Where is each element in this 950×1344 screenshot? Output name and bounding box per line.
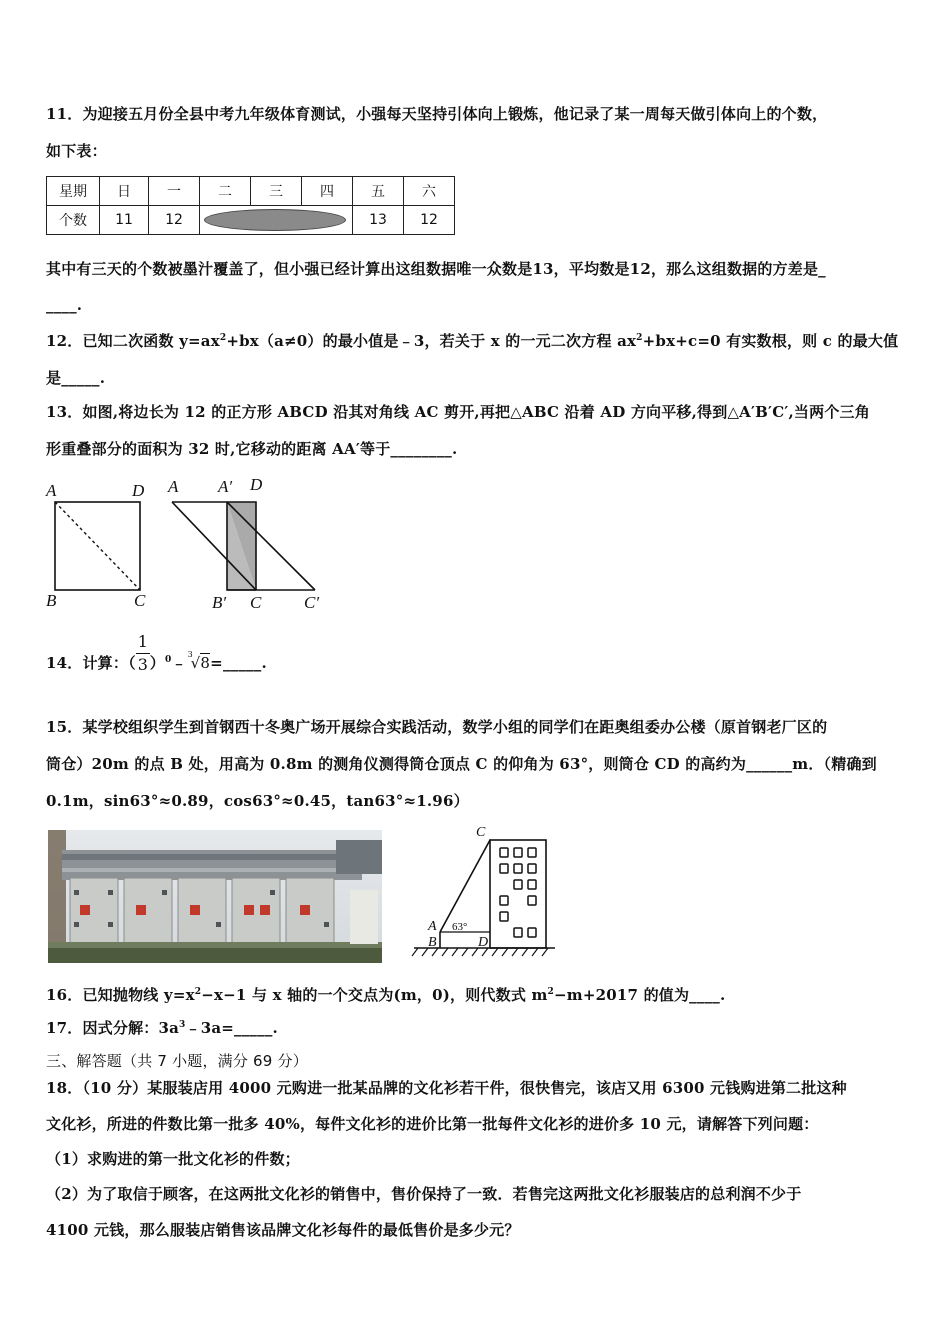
q16-text: −m+2017 的值为____. (554, 986, 726, 1004)
superscript: 2 (547, 987, 554, 997)
label-B: B (46, 591, 57, 610)
label-D: D (478, 935, 489, 950)
q16-text: 16．已知抛物线 y=x (46, 986, 195, 1004)
superscript: 2 (219, 333, 227, 343)
q17-text: 17．因式分解：3a (46, 1019, 180, 1037)
label-D: D (132, 481, 145, 500)
q12-text: 12．已知二次函数 y=ax (46, 332, 220, 350)
q18-line2: 文化衫，所进的件数比第一批多 40%，每件文化衫的进价比第一批每件文化衫的进价多 10 元，请解答下列问题： (46, 1115, 819, 1133)
q18-line1: 18．（10 分）某服装店用 4000 元购进一批某品牌的文化衫若干件，很快售完，该店又用 6300 元钱购进第二批这种 (46, 1079, 847, 1097)
label-C: C (476, 825, 486, 840)
q11-line4: ____. (46, 296, 83, 314)
table-cell: 11 (100, 206, 149, 235)
table-cell: 12 (404, 206, 455, 235)
q17-line (46, 1017, 278, 1038)
table-cell: 12 (149, 206, 200, 235)
table-row (47, 206, 455, 235)
q18-line4: （2）为了取信于顾客，在这两批文化衫的销售中，售价保持了一致．若售完这两批文化衫服装店的总利润不少于 (46, 1185, 802, 1203)
table-cell: 四 (302, 177, 353, 206)
radicand: 8 (200, 654, 211, 672)
table-cell: 日 (100, 177, 149, 206)
label-A: A (46, 481, 57, 500)
q18-line3: （1）求购进的第一批文化衫的件数； (46, 1150, 300, 1168)
q14-text: =_____. (210, 654, 267, 672)
weekday-table (46, 176, 455, 235)
label-D: D (250, 476, 263, 494)
label-A: A (428, 919, 437, 934)
label-C-prime: C′ (304, 593, 320, 612)
q15-line1: 15．某学校组织学生到首钢西十冬奥广场开展综合实践活动，数学小组的同学们在距奥组委办公楼（原首钢老厂区的 (46, 718, 828, 736)
q14-text: 14．计算：（ (46, 654, 136, 672)
table-cell: 二 (200, 177, 251, 206)
q11-line3: 其中有三天的个数被墨汁覆盖了，但小强已经计算出这组数据唯一众数是13，平均数是12，那么这组数据的方差是_ (46, 260, 826, 278)
q17-text: ﹣3a=_____. (185, 1019, 278, 1037)
label-C: C (134, 591, 146, 610)
q12-line2: 是_____. (46, 369, 106, 387)
table-row (47, 177, 455, 206)
superscript: 3 (179, 1020, 186, 1030)
q11-line2: 如下表： (46, 142, 107, 160)
q12-text: +bx+c=0 有实数根，则 c 的最大值 (642, 332, 899, 350)
angle-label: 63° (452, 921, 468, 933)
label-A-prime: A′ (218, 477, 233, 496)
table-cell: 六 (404, 177, 455, 206)
q14-text: ﹣ (171, 654, 187, 672)
q12-text: +bx（a≠0）的最小值是﹣3，若关于 x 的一元二次方程 ax (226, 332, 637, 350)
superscript: 0 (164, 655, 172, 665)
q15-line2: 筒仓）20m 的点 B 处，用高为 0.8m 的测角仪测得筒仓顶点 C 的仰角为 63°，则筒仓 CD 的高约为______m．（精确到 (46, 755, 877, 773)
superscript: 2 (636, 333, 643, 343)
ink-blot (204, 209, 346, 231)
table-cell: 个数 (47, 206, 100, 235)
q16-line (46, 984, 725, 1005)
denominator: 3 (137, 655, 149, 674)
silo-building-photo (48, 830, 382, 963)
table-cell: 13 (353, 206, 404, 235)
table-cell: 五 (353, 177, 404, 206)
label-C: C (250, 593, 262, 612)
table-cell: 星期 (47, 177, 100, 206)
fraction (136, 632, 150, 674)
section-heading: 三、解答题（共 7 小题，满分 69 分） (46, 1052, 308, 1070)
square-translation-figure (40, 476, 340, 614)
q18-line5: 4100 元钱，那么服装店销售该品牌文化衫每件的最低售价是多少元？ (46, 1221, 520, 1239)
table-cell: 三 (251, 177, 302, 206)
superscript: 2 (194, 987, 202, 997)
q11-line1: 11．为迎接五月份全县中考九年级体育测试，小强每天坚持引体向上锻炼，他记录了某一周每天做引体向上的个数， (46, 105, 828, 123)
q16-text: −x−1 与 x 轴的一个交点为(m，0)，则代数式 m (201, 986, 548, 1004)
label-A: A (168, 477, 179, 496)
q13-line1: 13．如图,将边长为 12 的正方形 ABCD 沿其对角线 AC 剪开,再把△ABC 沿着 AD 方向平移,得到△A′B′C′,当两个三角 (46, 403, 870, 421)
label-B: B (428, 935, 437, 950)
label-B-prime: B′ (212, 593, 227, 612)
silo-height-diagram (410, 822, 555, 964)
q13-line2: 形重叠部分的面积为 32 时,它移动的距离 AA′等于________. (46, 440, 458, 458)
q15-line3: 0.1m，sin63°≈0.89，cos63°≈0.45，tan63°≈1.96） (46, 792, 469, 810)
q14-text: ） (149, 654, 165, 672)
cube-root: 3 √8 (187, 650, 211, 672)
ink-blot-cell (200, 206, 353, 235)
q14-line (46, 632, 267, 674)
silo-building-image (48, 830, 382, 963)
q12-line1 (46, 330, 898, 351)
root-index: 3 (187, 650, 193, 659)
numerator: 1 (137, 632, 149, 651)
table-cell: 一 (149, 177, 200, 206)
